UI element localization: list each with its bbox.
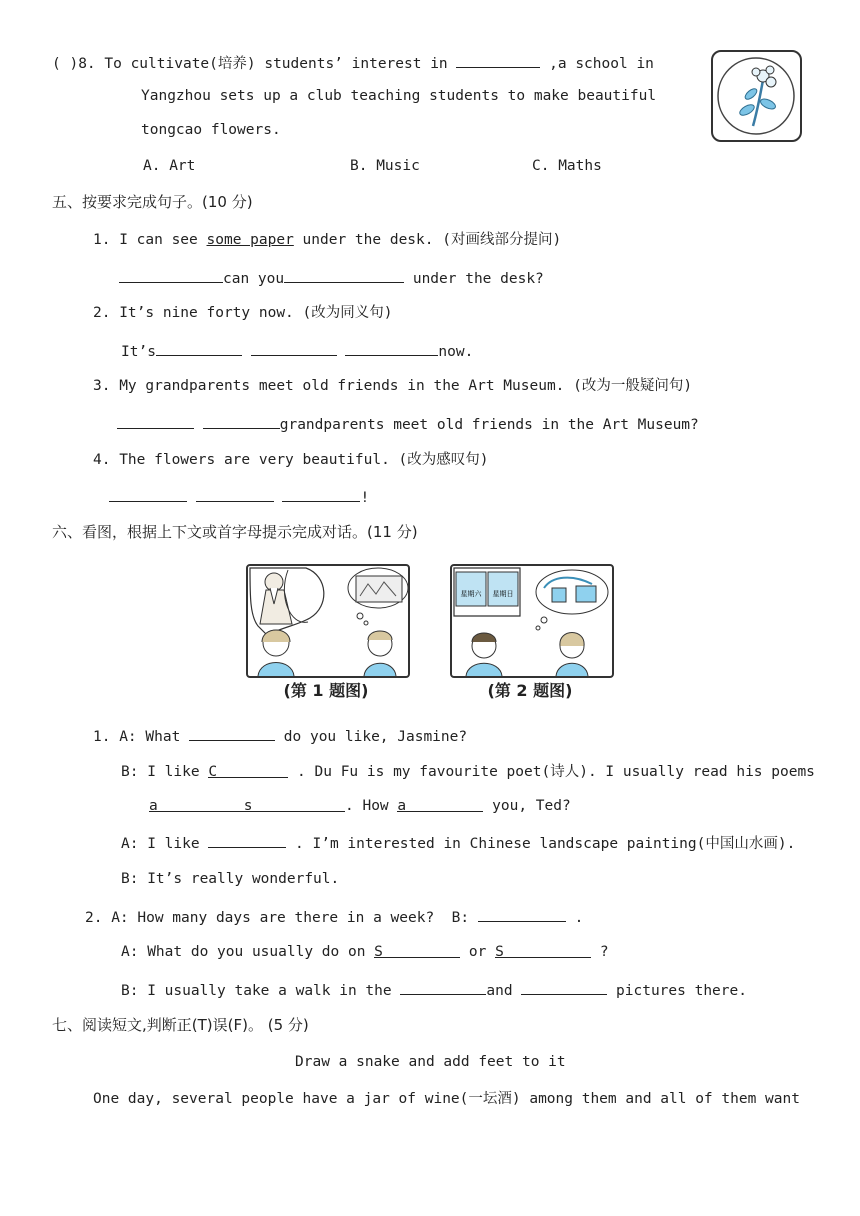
- dialogue-1-line4: [121, 832, 795, 854]
- answer-blank[interactable]: [208, 762, 288, 778]
- dialogue-text: 2. A: How many days are there in a week?: [85, 910, 435, 926]
- answer-blank[interactable]: [374, 942, 460, 958]
- initial-letter-hint: a: [149, 798, 158, 814]
- dialogue-text: A: I like: [121, 836, 200, 852]
- answer-blank[interactable]: [149, 796, 345, 812]
- initial-letter-hint: S: [495, 944, 504, 960]
- picture-2-illustration: [452, 566, 612, 676]
- dialogue-text: B: I like: [121, 764, 200, 780]
- dialogue-2-line1: [85, 906, 583, 928]
- answer-blank[interactable]: [196, 486, 274, 502]
- dialogue-text: pictures there.: [616, 983, 747, 999]
- underlined-phrase: some paper: [206, 232, 294, 248]
- flower-picture: [711, 50, 802, 142]
- dialogue-2-line3: [121, 979, 747, 1001]
- answer-blank[interactable]: [521, 979, 607, 995]
- sentence-text: grandparents meet old friends in the Art Museum?: [279, 417, 699, 433]
- dialogue-text: B: I usually take a walk in the: [121, 983, 392, 999]
- question-8-line1: [52, 52, 654, 74]
- dialogue-1-line2: [121, 762, 815, 782]
- dialogue-1-line1: [93, 725, 467, 747]
- initial-letter-hint: S: [374, 944, 383, 960]
- question-text: ,a school in: [549, 56, 654, 72]
- sign-saturday: 星期六: [460, 590, 482, 598]
- sentence-text: under the desk. (对画线部分提问): [302, 232, 562, 248]
- dialogue-text: . How: [345, 798, 389, 814]
- sentence-4-answer: [109, 486, 369, 508]
- dialogue-text: . Du Fu is my favourite poet(诗人). I usually read his poems: [297, 764, 815, 780]
- sentence-text: can you: [223, 271, 285, 287]
- sentence-2: 2. It’s nine forty now. (改为同义句): [93, 305, 393, 321]
- dialogue-2-line2: [121, 942, 609, 962]
- answer-blank[interactable]: [251, 340, 337, 356]
- answer-blank[interactable]: [208, 832, 286, 848]
- answer-blank[interactable]: [345, 340, 438, 356]
- dialogue-text: you, Ted?: [492, 798, 571, 814]
- answer-blank[interactable]: [284, 267, 404, 283]
- answer-blank[interactable]: [109, 486, 187, 502]
- initial-letter-hint: C: [208, 764, 218, 780]
- question-8-line2: Yangzhou sets up a club teaching students to make beautiful: [141, 88, 657, 104]
- flower-icon: [713, 52, 800, 140]
- section-6-title: 六、看图，根据上下文或首字母提示完成对话。(11 分): [52, 523, 418, 541]
- sentence-1-answer: [119, 267, 544, 289]
- question-8-line3: tongcao flowers.: [141, 122, 281, 138]
- caption-picture-2: (第 2 题图): [487, 681, 573, 700]
- dialogue-text: and: [486, 983, 513, 999]
- option-b[interactable]: B. Music: [350, 158, 420, 174]
- answer-blank[interactable]: [400, 979, 486, 995]
- option-a[interactable]: A. Art: [143, 158, 196, 174]
- story-title: Draw a snake and add feet to it: [295, 1054, 566, 1070]
- answer-blank[interactable]: [282, 486, 360, 502]
- story-paragraph: One day, several people have a jar of wine(一坛酒) among them and all of them want: [93, 1091, 800, 1107]
- answer-blank[interactable]: [119, 267, 223, 283]
- sentence-1: [93, 230, 561, 250]
- dialogue-1-line5: B: It’s really wonderful.: [121, 871, 340, 887]
- answer-blank[interactable]: [189, 725, 275, 741]
- sentence-text: now.: [438, 344, 474, 360]
- dialogue-text: do you like, Jasmine?: [283, 729, 468, 745]
- section-5-title: 五、按要求完成句子。(10 分): [52, 193, 253, 211]
- question-text: To cultivate(培养) students’ interest in: [104, 56, 448, 72]
- dialogue-1-line3: [149, 796, 571, 816]
- answer-blank[interactable]: [397, 796, 483, 812]
- sentence-text: 1. I can see: [93, 232, 198, 248]
- sentence-2-answer: [121, 340, 473, 362]
- answer-blank[interactable]: [456, 52, 540, 68]
- dialogue-text: .: [574, 910, 584, 926]
- answer-blank[interactable]: [156, 340, 242, 356]
- dialogue-text: ?: [599, 944, 609, 960]
- sentence-text: under the desk?: [412, 271, 544, 287]
- answer-blank[interactable]: [203, 413, 280, 429]
- caption-picture-1: (第 1 题图): [283, 681, 369, 700]
- initial-letter-hint: s: [243, 798, 253, 814]
- dialogue-text: . I’m interested in Chinese landscape painting(中国山水画).: [295, 836, 796, 852]
- section-7-title: 七、阅读短文,判断正(T)误(F)。 (5 分): [52, 1016, 309, 1034]
- sentence-4: 4. The flowers are very beautiful. (改为感叹句): [93, 452, 489, 468]
- sign-sunday: 星期日: [492, 590, 514, 598]
- initial-letter-hint: a: [397, 798, 407, 814]
- dialogue-text: A: What do you usually do on: [121, 944, 366, 960]
- sentence-text: It’s: [121, 344, 156, 360]
- picture-2: [450, 564, 614, 678]
- sentence-text: !: [360, 490, 370, 506]
- sentence-3: 3. My grandparents meet old friends in the Art Museum. (改为一般疑问句): [93, 378, 693, 394]
- question-number: ( )8.: [52, 56, 96, 72]
- answer-blank[interactable]: [495, 942, 591, 958]
- answer-blank[interactable]: [478, 906, 566, 922]
- sentence-3-answer: [117, 413, 699, 435]
- dialogue-text: B:: [451, 910, 470, 926]
- picture-1-illustration: [248, 566, 408, 676]
- option-c[interactable]: C. Maths: [532, 158, 602, 174]
- answer-blank[interactable]: [117, 413, 194, 429]
- picture-1: [246, 564, 410, 678]
- dialogue-text: or: [468, 944, 487, 960]
- dialogue-text: 1. A: What: [93, 729, 181, 745]
